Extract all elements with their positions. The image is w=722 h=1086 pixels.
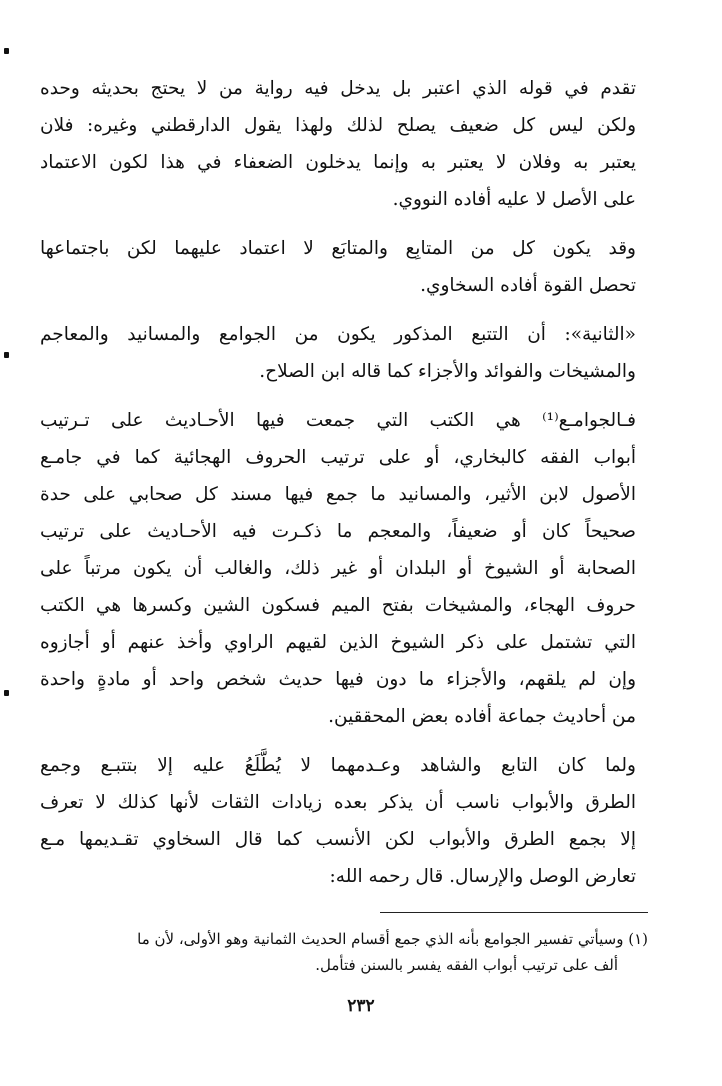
text-line: صحيحاً كان أو ضعيفاً، والمعجم ما ذكـرت فيه الأحـاديث على ترتيب bbox=[40, 521, 636, 542]
text-line: «الثانية»: أن التتبع المذكور يكون من الجوامع والمسانيد والمعاجم bbox=[40, 324, 636, 345]
paragraph-2 bbox=[40, 230, 636, 304]
text-line: الأصول لابن الأثير، والمسانيد ما جمع فيها مسند كل صحابي على حدة bbox=[40, 484, 636, 505]
text-line: الطرق والأبواب ناسب أن يذكر بعده زيادات الثقات لأنها كذلك لا تعرف bbox=[40, 792, 636, 813]
paragraph-1 bbox=[40, 70, 636, 218]
text-line: الصحابة أو الشيوخ أو البلدان أو غير ذلك، والغالب أن يكون مرتباً على bbox=[40, 558, 636, 579]
margin-mark-middle bbox=[4, 352, 9, 358]
text-line: تقدم في قوله الذي اعتبر بل يدخل فيه رواية من لا يحتج بحديثه وحده bbox=[40, 78, 636, 99]
text-line: من أحاديث جماعة أفاده بعض المحققين. bbox=[328, 706, 636, 727]
footnotes bbox=[40, 926, 648, 978]
text-line: فـالجوامـع⁽¹⁾ هي الكتب التي جمعت فيها الأحـاديث على تـرتيب bbox=[40, 410, 636, 431]
page-number: ٢٣٢ bbox=[347, 996, 375, 1016]
text-line: إلا بجمع الطرق والأبواب لكن الأنسب كما قال السخاوي تقـديمها مـع bbox=[40, 829, 636, 850]
footnote-line: ألف على ترتيب أبواب الفقه يفسر بالسنن فتأمل. bbox=[315, 956, 618, 974]
text-line: التي تشتمل على ذكر الشيوخ الذين لقيهم الراوي وأخذ عنهم أو أجازوه bbox=[40, 632, 636, 653]
text-line: على الأصل لا عليه أفاده النووي. bbox=[392, 189, 636, 210]
text-line: حروف الهجاء، والمشيخات بفتح الميم فسكون الشين وكسرها هي الكتب bbox=[40, 595, 636, 616]
text-line: وقد يكون كل من المتابِع والمتابَع لا اعتماد عليهما لكن باجتماعها bbox=[40, 238, 636, 259]
text-line: أبواب الفقه كالبخاري، أو على ترتيب الحروف الهجائية كما في جامـع bbox=[40, 447, 636, 468]
text-line: تعارض الوصل والإرسال. قال رحمه الله: bbox=[329, 866, 636, 887]
text-line: ولكن ليس كل ضعيف يصلح لذلك ولهذا يقول الدارقطني وغيره: فلان bbox=[40, 115, 636, 136]
footnote-divider bbox=[380, 912, 648, 913]
text-line: يعتبر به وفلان لا يعتبر به وإنما يدخلون الضعفاء في هذا لكون الاعتماد bbox=[40, 152, 636, 173]
text-line: تحصل القوة أفاده السخاوي. bbox=[420, 275, 636, 296]
text-line: ولما كان التابع والشاهد وعـدمهما لا يُطَّلَعُ عليه إلا بتتبـع وجمع bbox=[40, 755, 636, 776]
text-line: والمشيخات والفوائد والأجزاء كما قاله ابن الصلاح. bbox=[259, 361, 636, 382]
margin-mark-top bbox=[4, 48, 9, 54]
margin-mark-lower bbox=[4, 690, 9, 696]
paragraph-3 bbox=[40, 316, 636, 390]
body-text bbox=[40, 70, 636, 907]
paragraph-5 bbox=[40, 747, 636, 895]
text-line: وإن لم يلقهم، والأجزاء ما دون فيها حديث شخص واحد أو مادةٍ واحدة bbox=[40, 669, 636, 690]
paragraph-4 bbox=[40, 402, 636, 735]
footnote-line: (١) وسيأتي تفسير الجوامع بأنه الذي جمع أقسام الحديث الثمانية وهو الأولى، لأن ما bbox=[137, 930, 648, 948]
